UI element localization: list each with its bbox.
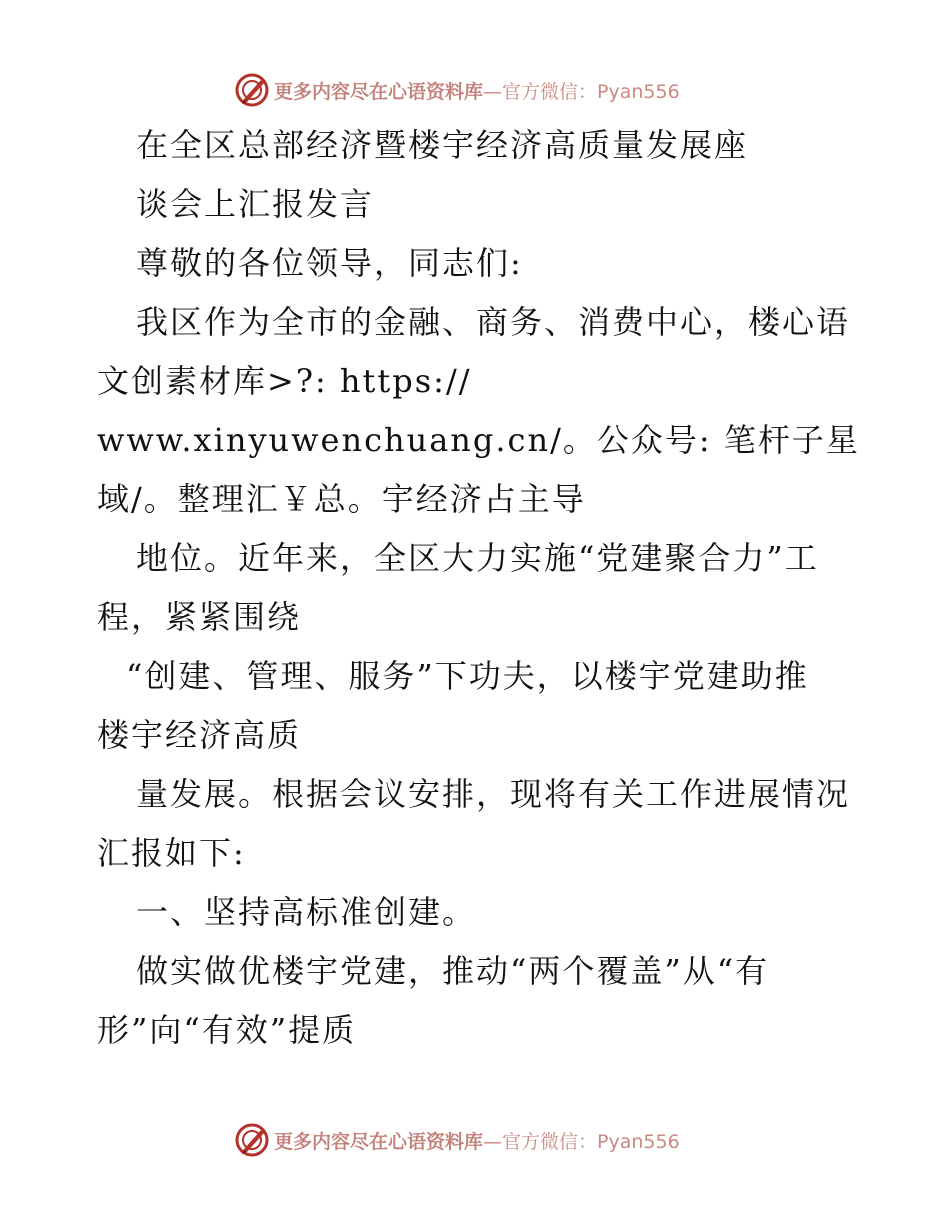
footer-site-text: 更多内容尽在心语资料库 xyxy=(274,1130,484,1153)
doc-paragraph-line: 汇报如下: xyxy=(97,834,246,872)
doc-paragraph-line: 形”向“有效”提质 xyxy=(97,1011,357,1049)
doc-paragraph-line: 楼宇经济高质 xyxy=(97,716,302,754)
header-separator: — xyxy=(483,80,503,103)
pen-logo-icon xyxy=(234,1122,270,1158)
doc-paragraph-line: “创建、管理、服务”下功夫，以楼宇党建助推 xyxy=(126,657,809,695)
header-site-text: 更多内容尽在心语资料库 xyxy=(274,80,484,103)
doc-title-line-2: 谈会上汇报发言 xyxy=(136,185,375,223)
footer-watermark-banner xyxy=(234,1120,754,1160)
doc-paragraph-line: 地位。近年来，全区大力实施“党建聚合力”工 xyxy=(136,539,819,577)
pen-logo-icon xyxy=(234,72,270,108)
doc-paragraph-line: 文创素材库>?: https:// xyxy=(97,362,472,400)
footer-separator: — xyxy=(483,1130,503,1153)
doc-paragraph-line: 我区作为全市的金融、商务、消费中心，楼心语 xyxy=(136,303,851,341)
doc-paragraph-line: 域/。整理汇￥总。宇经济占主导 xyxy=(97,480,586,518)
doc-paragraph-line: 做实做优楼宇党建，推动“两个覆盖”从“有 xyxy=(136,952,770,990)
doc-title-line-1: 在全区总部经济暨楼宇经济高质量发展座 xyxy=(136,126,749,164)
doc-paragraph-line: www.xinyuwenchuang.cn/。公众号: 笔杆子星 xyxy=(97,421,860,459)
footer-contact-text: 官方微信：Pyan556 xyxy=(502,1130,680,1153)
doc-section-heading: 一、坚持高标准创建。 xyxy=(136,893,477,931)
doc-paragraph-line: 程，紧紧围绕 xyxy=(97,598,302,636)
doc-paragraph-line: 量发展。根据会议安排，现将有关工作进展情况 xyxy=(136,775,851,813)
header-watermark-banner xyxy=(234,70,754,110)
header-banner-text xyxy=(274,77,680,104)
footer-banner-text xyxy=(274,1127,680,1154)
header-contact-text: 官方微信：Pyan556 xyxy=(502,80,680,103)
doc-salutation: 尊敬的各位领导，同志们: xyxy=(136,244,523,282)
